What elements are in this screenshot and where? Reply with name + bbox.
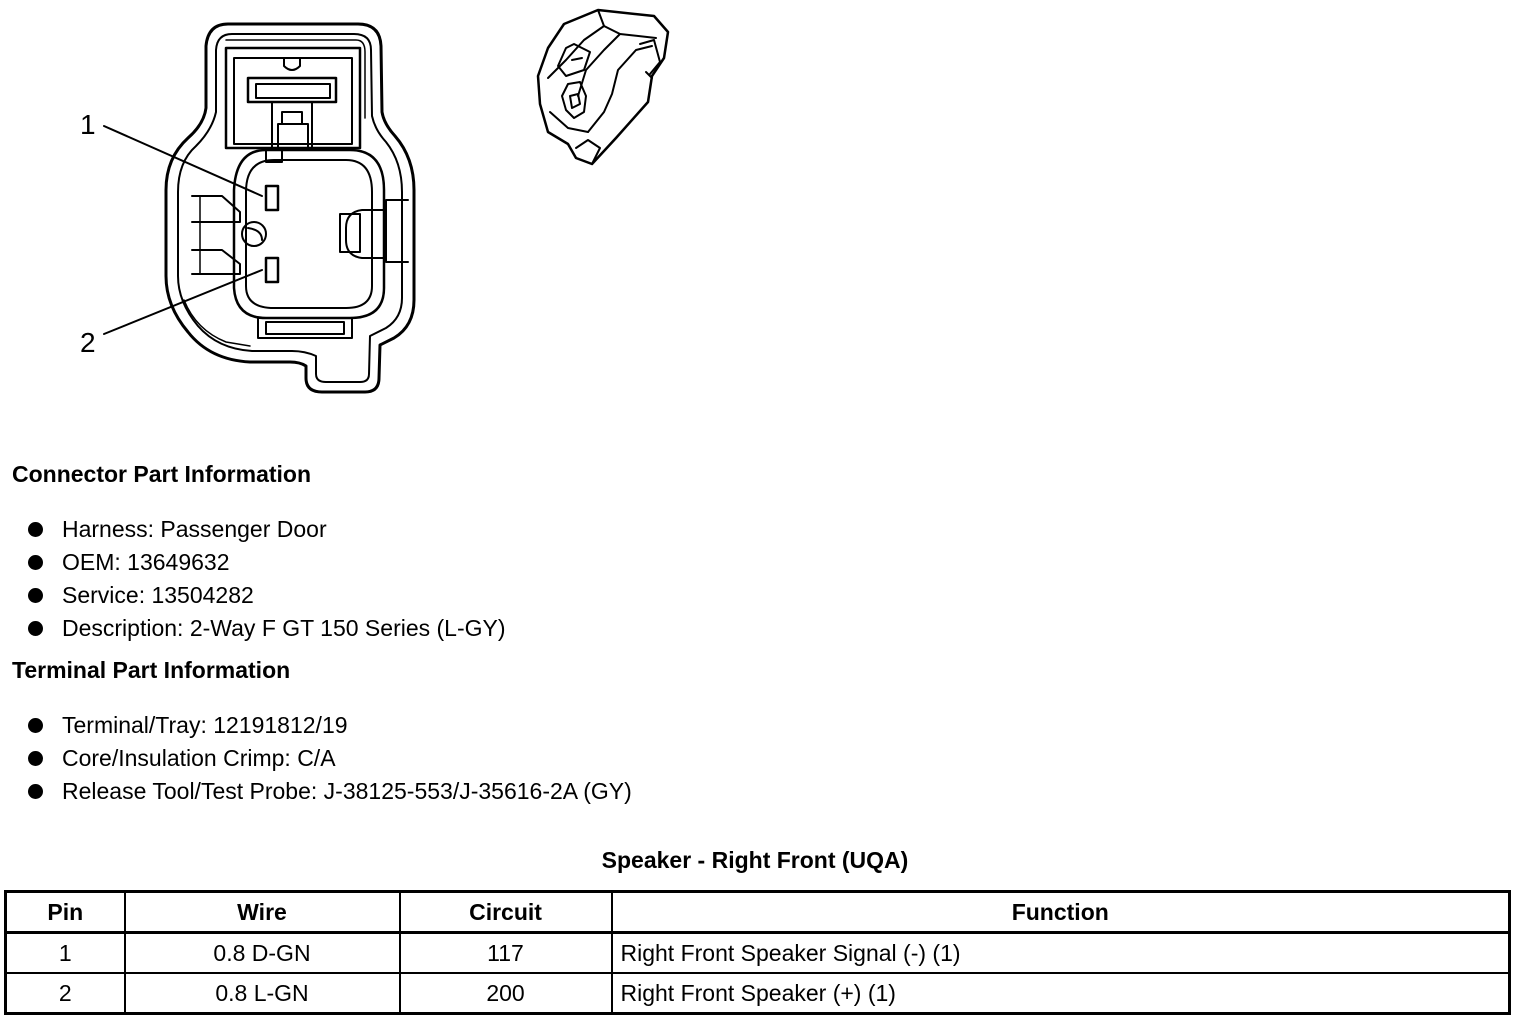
connector-part-info-heading: Connector Part Information [12, 461, 312, 487]
harness-text: Harness: Passenger Door [62, 516, 327, 542]
terminal-part-info-list [28, 712, 632, 811]
circuit-column-header: Circuit [400, 892, 612, 933]
bullet-icon [28, 718, 43, 733]
bullet-icon [28, 751, 43, 766]
wire-cell: 0.8 L-GN [125, 973, 400, 1014]
description-text: Description: 2-Way F GT 150 Series (L-GY) [62, 615, 506, 641]
bullet-icon [28, 784, 43, 799]
function-cell: Right Front Speaker (+) (1) [612, 973, 1510, 1014]
release-tool-text: Release Tool/Test Probe: J-38125-553/J-35616-2A (GY) [62, 778, 632, 804]
bullet-icon [28, 588, 43, 603]
list-item [28, 745, 632, 778]
table-title: Speaker - Right Front (UQA) [601, 847, 909, 873]
callout-1-label: 1 [80, 109, 96, 140]
list-item [28, 615, 506, 648]
callout-2-label: 2 [80, 327, 96, 358]
function-cell: Right Front Speaker Signal (-) (1) [612, 933, 1510, 974]
table-row [6, 973, 1510, 1014]
wire-cell: 0.8 D-GN [125, 933, 400, 974]
crimp-text: Core/Insulation Crimp: C/A [62, 745, 336, 771]
list-item [28, 778, 632, 811]
pin-cell: 1 [6, 933, 125, 974]
oem-text: OEM: 13649632 [62, 549, 230, 575]
terminal-part-info-heading: Terminal Part Information [12, 657, 291, 683]
list-item [28, 516, 506, 549]
connector-face-view-icon [104, 24, 414, 392]
function-column-header: Function [612, 892, 1510, 933]
pin-column-header: Pin [6, 892, 125, 933]
service-text: Service: 13504282 [62, 582, 254, 608]
terminal-tray-text: Terminal/Tray: 12191812/19 [62, 712, 348, 738]
wire-column-header: Wire [125, 892, 400, 933]
bullet-icon [28, 522, 43, 537]
list-item [28, 582, 506, 615]
list-item [28, 712, 632, 745]
connector-diagram [0, 0, 720, 420]
circuit-cell: 117 [400, 933, 612, 974]
pinout-table [4, 890, 1511, 1015]
connector-isometric-view-icon [538, 10, 668, 164]
pin-cell: 2 [6, 973, 125, 1014]
bullet-icon [28, 621, 43, 636]
table-row [6, 933, 1510, 974]
list-item [28, 549, 506, 582]
connector-part-info-list [28, 516, 506, 648]
bullet-icon [28, 555, 43, 570]
circuit-cell: 200 [400, 973, 612, 1014]
table-header-row [6, 892, 1510, 933]
